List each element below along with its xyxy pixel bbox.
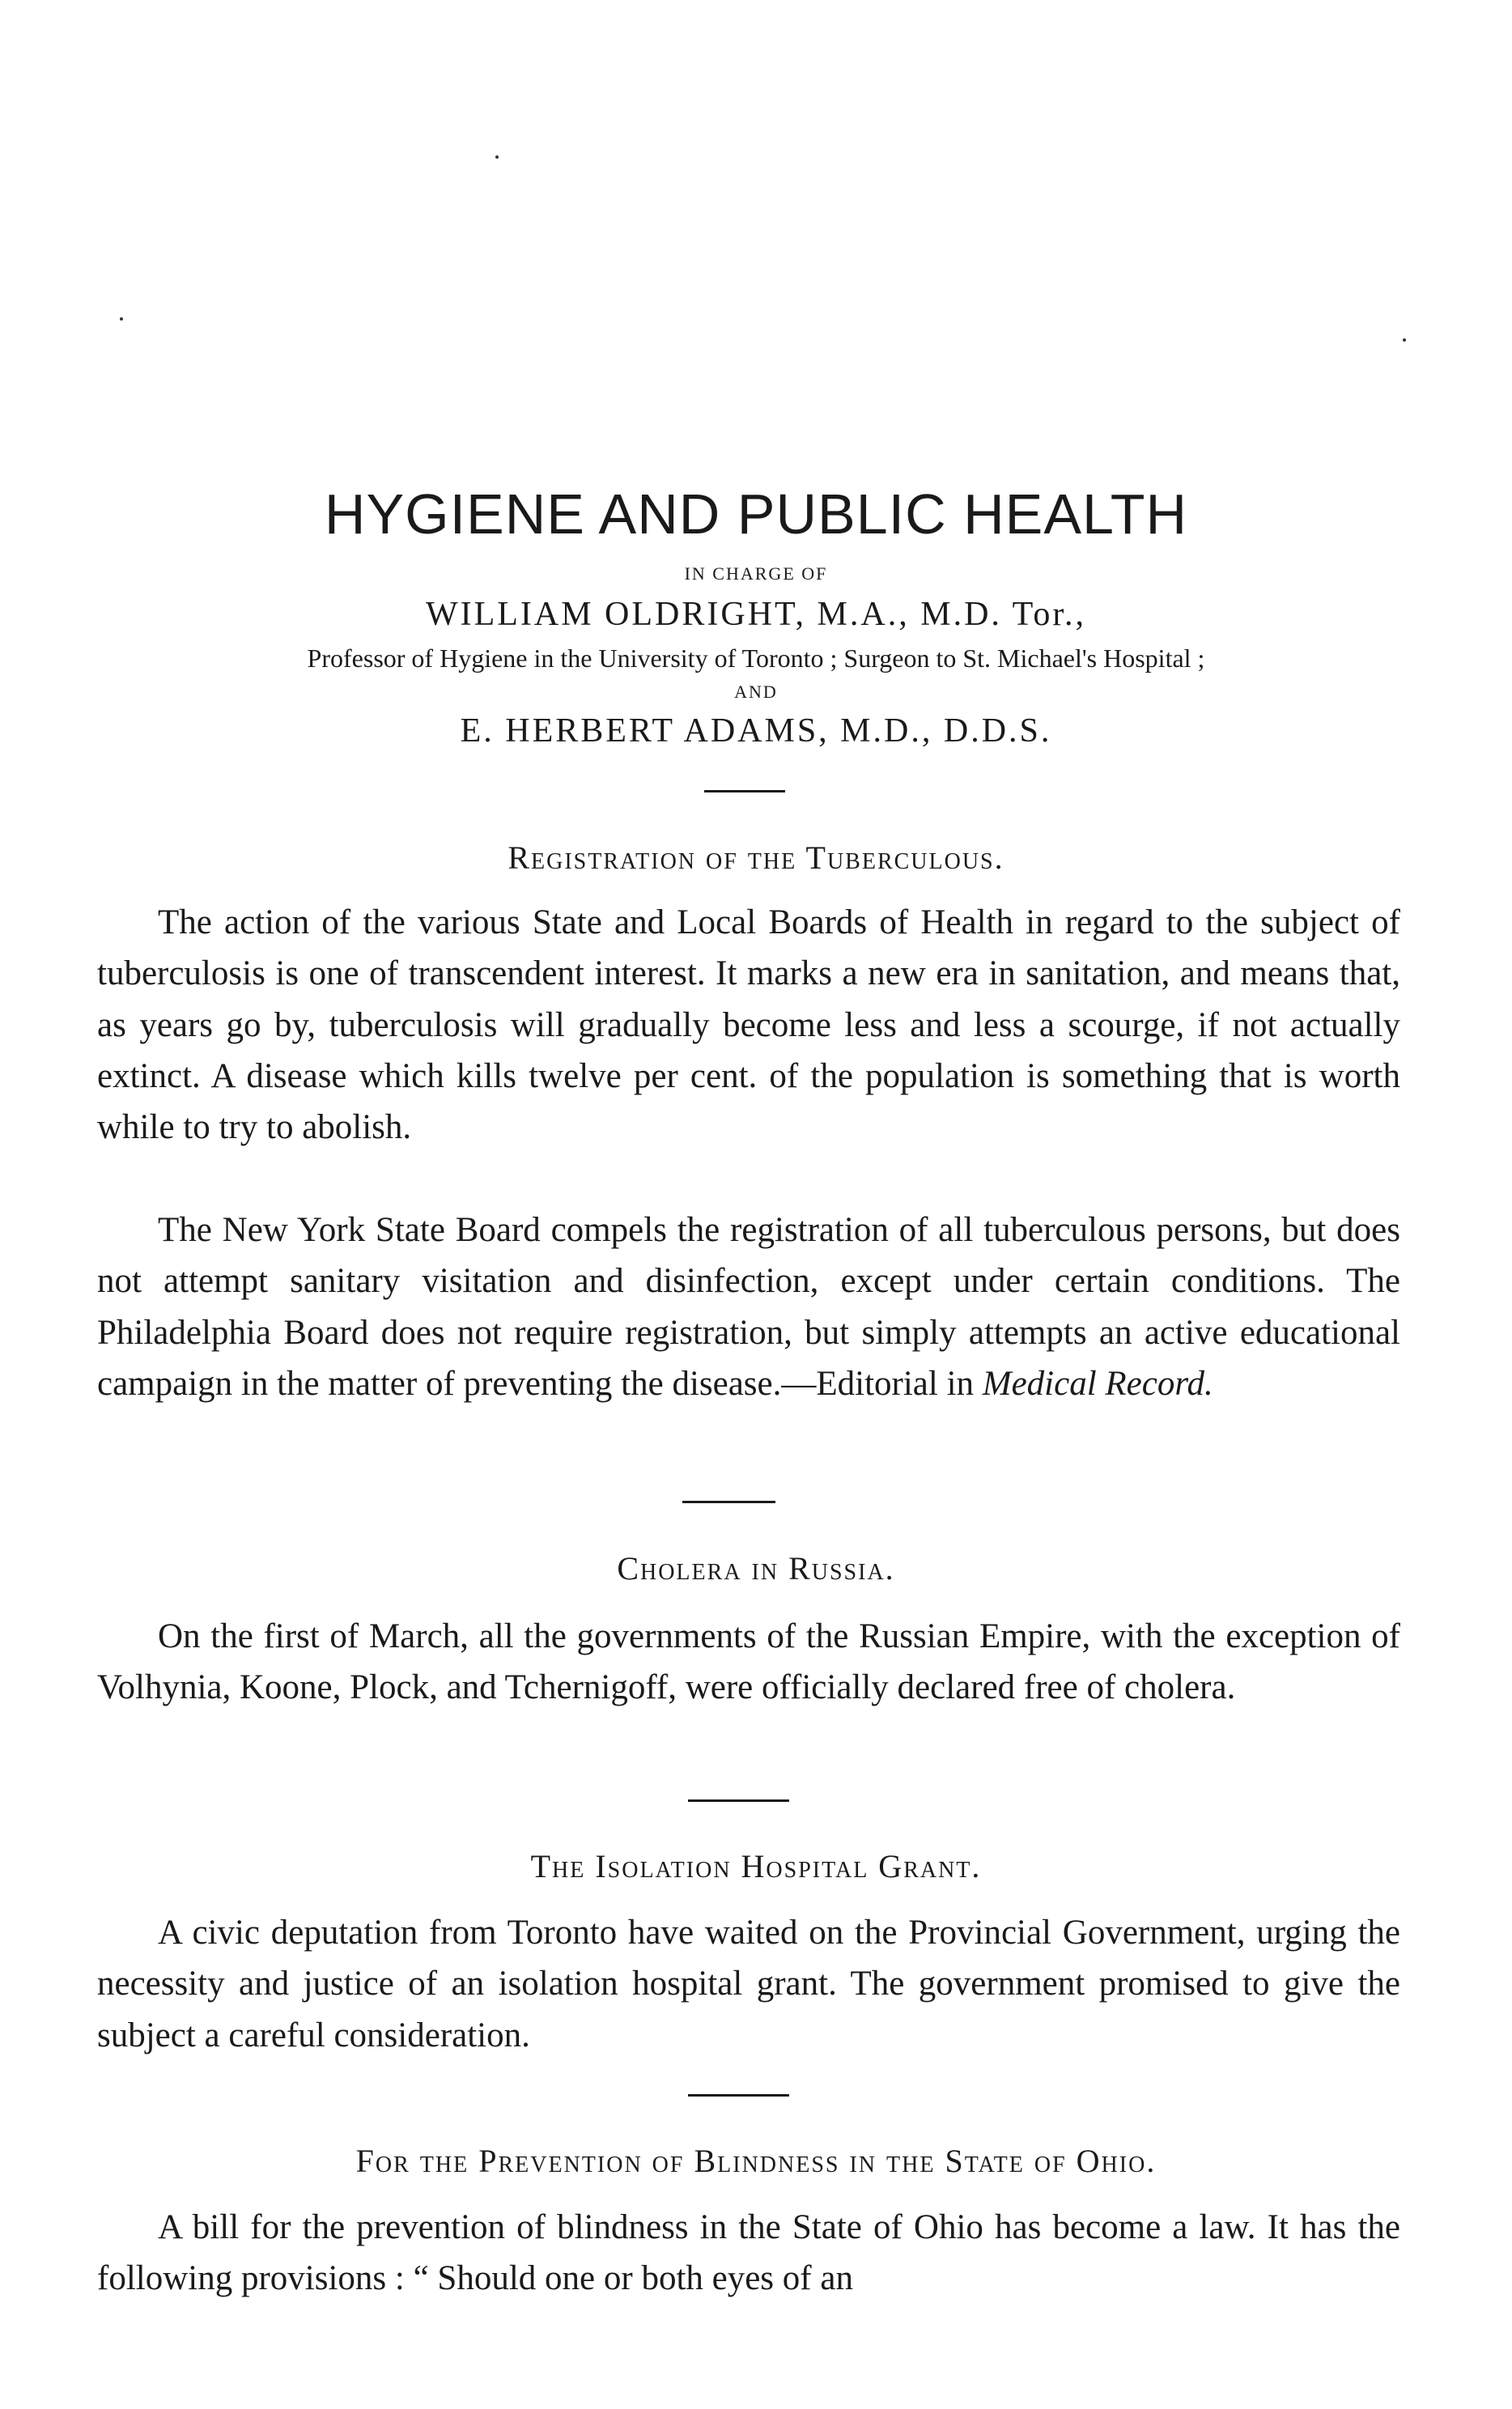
section-paragraph [97,1611,1400,1714]
scan-speck [1403,338,1406,342]
section-paragraph [97,2202,1400,2305]
divider-rule [682,1501,775,1503]
citation: Medical Record. [982,1364,1213,1403]
scan-speck [120,317,123,321]
paragraph-text: A bill for the prevention of blindness in the State of Ohio has become a law. It has the following provisions : “ Should one or both eyes of an [97,2208,1400,2298]
section-title: For the Prevention of Blindness in the State of Ohio. [355,2143,1157,2179]
divider-rule [688,2094,789,2097]
and-label: AND [734,682,778,702]
paragraph-text: A civic deputation from Toronto have waited on the Provincial Government, urging the necessity and justice of an isolation hospital grant. The government promised to give the subject a careful consideration. [97,1914,1400,2054]
paragraph-text: On the first of March, all the governments of the Russian Empire, with the exception of Volhynia, Koone, Plock, and Tchernigoff, were officially declared free of cholera. [97,1617,1400,1707]
in-charge-label: IN CHARGE OF [684,563,828,584]
author-name-secondary: E. HERBERT ADAMS, M.D., D.D.S. [460,712,1052,750]
paragraph-text: The action of the various State and Local Boards of Health in regard to the subject of tuberculosis is one of transcendent interest. It marks a new era in sanitation, and means that, as years go by, tuberculosis will gradually become less and less a scourge, if not actually extinct. A disease which kills twelve per cent. of the population is something that is worth while to try to abolish. [97,903,1400,1147]
author-affiliation: Professor of Hygiene in the University of Toronto ; Surgeon to St. Michael's Hospital ; [307,644,1205,673]
section-title: Cholera in Russia. [617,1550,895,1587]
section-paragraph [97,897,1400,1153]
section-title: Registration of the Tuberculous. [508,839,1004,876]
section-title: The Isolation Hospital Grant. [530,1848,982,1884]
paragraph-text: The New York State Board compels the registration of all tuberculous persons, but does not attempt sanitary visitation and disinfection, except under certain conditions. The Philadelphia Board does not require registration, but simply attempts an active educational campaign in the matter of preventing the disease.—Editorial in [97,1211,1400,1403]
section-paragraph [97,1204,1400,1409]
scan-speck [495,155,499,159]
divider-rule [704,790,785,792]
author-name-primary: WILLIAM OLDRIGHT, M.A., M.D. Tor., [425,596,1087,633]
page-title: HYGIENE AND PUBLIC HEALTH [324,482,1188,546]
divider-rule [688,1799,789,1802]
section-paragraph [97,1907,1400,2061]
